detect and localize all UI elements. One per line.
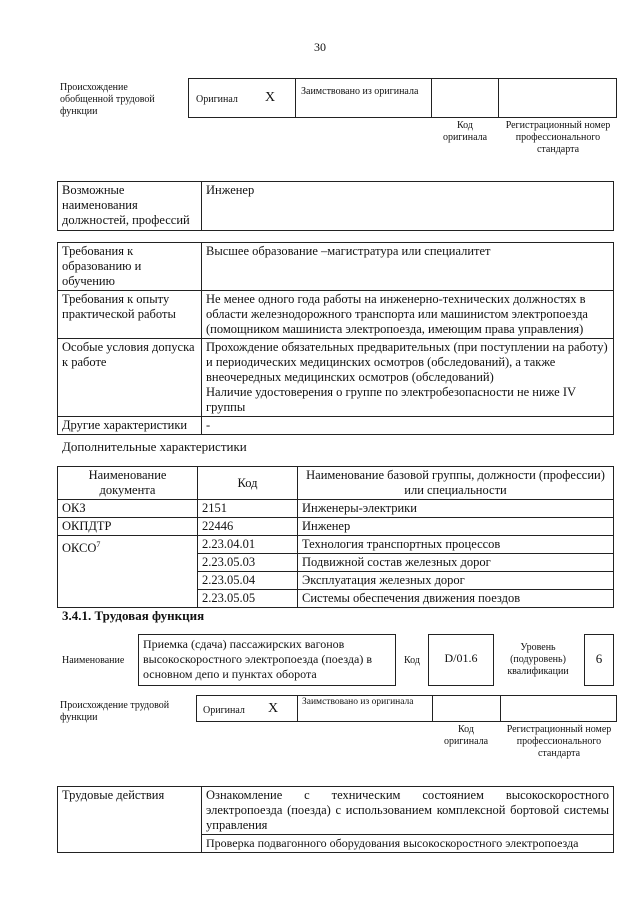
row-name: Эксплуатация железных дорог xyxy=(298,572,614,590)
row-code: 22446 xyxy=(198,518,298,536)
original2-label: Оригинал xyxy=(203,705,245,716)
row-doc: ОКПДТР xyxy=(58,518,198,536)
positions-label: Возможные наименования должностей, профессий xyxy=(58,182,202,231)
action-item: Проверка подвагонного оборудования высокоскоростного электропоезда xyxy=(202,835,614,853)
row-code: 2.23.05.03 xyxy=(198,554,298,572)
row-doc: ОКЗ xyxy=(58,500,198,518)
requirements-table xyxy=(57,242,614,435)
borrowed-label: Заимствовано из оригинала xyxy=(301,86,419,97)
row-code: 2.23.05.04 xyxy=(198,572,298,590)
table-row xyxy=(58,536,614,554)
row-code: 2151 xyxy=(198,500,298,518)
borrowed2-label: Заимствовано из оригинала xyxy=(302,697,414,707)
req-value-line: Прохождение обязательных предварительных (при поступлении на работу) и периодических медицинских осмотров (обследований), а также внеочередных медицинских осмотров (обследований) xyxy=(206,340,608,384)
req-value xyxy=(202,339,614,417)
original-label: Оригинал xyxy=(196,94,238,105)
additional-header-row xyxy=(58,467,614,500)
name-label: Наименование xyxy=(62,655,125,666)
row-name: Инженер xyxy=(298,518,614,536)
row-name: Системы обеспечения движения поездов xyxy=(298,590,614,608)
req-value-line: Наличие удостоверения о группе по электробезопасности не ниже IV группы xyxy=(206,385,576,414)
footnote-mark: 7 xyxy=(96,540,101,549)
table-row xyxy=(58,518,614,536)
additional-table xyxy=(57,466,614,608)
reg-caption: Регистрационный номер профессионального стандарта xyxy=(505,120,611,155)
reg2-caption: Регистрационный номер профессионального стандарта xyxy=(506,724,612,759)
page-number: 30 xyxy=(314,40,326,54)
origin2-label: Происхождение трудовой функции xyxy=(60,700,170,723)
code2-caption: Код оригинала xyxy=(443,724,489,747)
row-code: 2.23.05.05 xyxy=(198,590,298,608)
req-label: Другие характеристики xyxy=(58,417,202,435)
positions-table xyxy=(57,181,614,231)
req-row xyxy=(58,339,614,417)
origin-row xyxy=(188,78,617,118)
header-doc: Наименование документа xyxy=(58,467,198,500)
code-label: Код xyxy=(404,655,420,666)
actions-label: Трудовые действия xyxy=(58,787,202,853)
actions-table xyxy=(57,786,614,853)
code-value: D/01.6 xyxy=(444,651,478,665)
original2-mark: X xyxy=(268,701,279,716)
req-value: Высшее образование –магистратура или специалитет xyxy=(202,243,614,291)
row-name: Подвижной состав железных дорог xyxy=(298,554,614,572)
req-label: Особые условия допуска к работе xyxy=(58,339,202,417)
req-label: Требования к образованию и обучению xyxy=(58,243,202,291)
header-name: Наименование базовой группы, должности (профессии) или специальности xyxy=(298,467,614,500)
action-item: Ознакомление с техническим состоянием высокоскоростного электропоезда (поезда) с использованием комплексной бортовой системы управления xyxy=(202,787,614,835)
req-value: Не менее одного года работы на инженерно-технических должностях в области железнодорожного транспорта или машинистом электропоезда (помощником машиниста электропоезда, имеющим права управления) xyxy=(202,291,614,339)
level-value: 6 xyxy=(595,651,603,666)
req-row xyxy=(58,243,614,291)
row-name: Инженеры-электрики xyxy=(298,500,614,518)
table-row xyxy=(58,787,614,835)
row-doc xyxy=(58,536,198,608)
original-mark: X xyxy=(265,90,276,105)
req-row xyxy=(58,291,614,339)
positions-value: Инженер xyxy=(202,182,614,231)
code-caption: Код оригинала xyxy=(442,120,488,143)
req-value: - xyxy=(202,417,614,435)
additional-heading: Дополнительные характеристики xyxy=(62,439,247,454)
row-doc-text: ОКСО xyxy=(62,541,97,556)
row-code: 2.23.04.01 xyxy=(198,536,298,554)
table-row xyxy=(58,500,614,518)
row-name: Технология транспортных процессов xyxy=(298,536,614,554)
origin-label: Происхождение обобщенной трудовой функции xyxy=(60,82,155,117)
name-value: Приемка (сдача) пассажирских вагонов высокоскоростного электропоезда (поезда) в основном депо и пунктах оборота xyxy=(143,637,372,681)
level-label: Уровень (подуровень) квалификации xyxy=(507,642,569,677)
header-code: Код xyxy=(198,467,298,500)
req-row xyxy=(58,417,614,435)
section-heading: 3.4.1. Трудовая функция xyxy=(62,608,205,623)
req-label: Требования к опыту практической работы xyxy=(58,291,202,339)
